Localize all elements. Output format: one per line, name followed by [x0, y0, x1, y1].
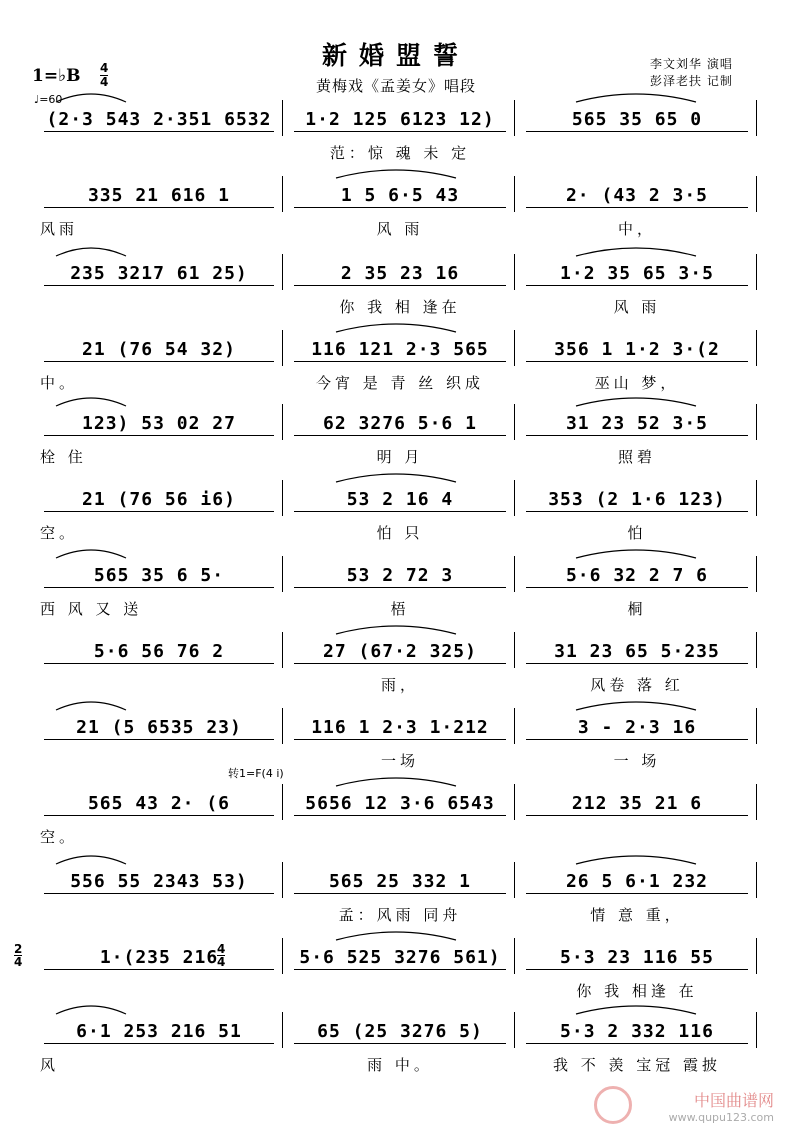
slur-mark [576, 702, 696, 710]
underline-beam [44, 969, 274, 970]
time-change-top: 2 [14, 942, 23, 956]
slur-layer [36, 386, 756, 408]
measure: 1·2 125 6123 12) [305, 108, 495, 130]
bar-line [756, 176, 757, 212]
measure: 565 43 2· (6 [87, 792, 231, 814]
measure: 565 25 332 1 [328, 870, 472, 892]
slur-layer [36, 614, 756, 636]
measure: 53 2 16 4 [346, 488, 454, 510]
lyrics-row [36, 1054, 756, 1076]
slur-layer [36, 844, 756, 866]
measure: 26 5 6·1 232 [565, 870, 709, 892]
slur-mark [576, 856, 696, 864]
measure: 31 23 65 5·235 [554, 640, 720, 662]
lyric-text: 雨， [380, 676, 419, 694]
lyric-text: 情 意 重， [590, 906, 684, 924]
bar-line [282, 176, 283, 212]
bar-line [282, 100, 283, 136]
measure: (2·3 543 2·351 6532 [46, 108, 272, 130]
underline-beam [294, 285, 506, 286]
bar-line [756, 938, 757, 974]
notes-row [36, 484, 756, 514]
slur-mark [336, 626, 456, 634]
underline-beam [526, 815, 748, 816]
watermark-url: www.qupu123.com [668, 1111, 774, 1124]
bar-line [514, 176, 515, 212]
lyric-text: 孟：风雨 同舟 [338, 906, 462, 924]
time-signature-top: 4 [100, 61, 109, 75]
slur-layer [36, 462, 756, 484]
lyric-text: 风 [40, 1056, 60, 1074]
slur-mark [56, 702, 126, 710]
bar-line [282, 254, 283, 290]
underline-beam [294, 663, 506, 664]
notes-row [36, 408, 756, 438]
bar-line [282, 556, 283, 592]
underline-beam [526, 893, 748, 894]
measure: 21 (76 54 32) [82, 338, 236, 360]
bar-line [514, 708, 515, 744]
lyric-text: 风卷 落 红 [590, 676, 684, 694]
measure: 353 (2 1·6 123) [548, 488, 726, 510]
slur-layer [36, 158, 756, 180]
bar-line [756, 556, 757, 592]
lyric-text: 范：惊 魂 未 定 [329, 144, 471, 162]
bar-line [756, 330, 757, 366]
lyric-text: 栓 住 [40, 448, 87, 466]
time-change-top: 4 [217, 942, 226, 956]
underline-beam [526, 511, 748, 512]
lyric-text: 今宵 是 青 丝 织成 [315, 374, 485, 392]
underline-beam [526, 285, 748, 286]
lyric-text: 风 雨 [613, 298, 661, 316]
notes-row [36, 712, 756, 742]
slur-layer [36, 236, 756, 258]
bar-line [282, 480, 283, 516]
underline-beam [294, 361, 506, 362]
underline-beam [294, 207, 506, 208]
notes-row [36, 104, 756, 134]
measure: 5·3 2 332 116 [560, 1020, 714, 1042]
measure: 27 (67·2 325) [323, 640, 477, 662]
underline-beam [526, 435, 748, 436]
slur-layer [36, 920, 756, 942]
underline-beam [294, 1043, 506, 1044]
bar-line [514, 330, 515, 366]
slur-mark [56, 1006, 126, 1014]
slur-mark [576, 248, 696, 256]
underline-beam [294, 587, 506, 588]
measure: 5·6 525 3276 561) [299, 946, 501, 968]
underline-beam [294, 739, 506, 740]
bar-line [282, 862, 283, 898]
underline-beam [526, 131, 748, 132]
lyric-text: 明 月 [376, 448, 424, 466]
lyric-text: 风 雨 [376, 220, 424, 238]
key-signature: 1=♭B [32, 66, 81, 86]
measure: 5·3 23 116 55 [560, 946, 714, 968]
lyric-text: 桐 [627, 600, 647, 618]
bar-line [514, 404, 515, 440]
slur-mark [336, 778, 456, 786]
underline-beam [44, 131, 274, 132]
slur-mark [56, 94, 126, 102]
notes-row [36, 942, 756, 972]
bar-line [756, 1012, 757, 1048]
slur-mark [576, 1006, 696, 1014]
time-signature-bottom: 4 [100, 75, 109, 89]
time-change-2-4 [14, 943, 22, 968]
measure: 1 5 6·5 43 [340, 184, 460, 206]
measure: 565 35 65 0 [571, 108, 703, 130]
slur-mark [576, 398, 696, 406]
song-subtitle: 黄梅戏《孟姜女》唱段 [315, 77, 476, 95]
underline-beam [44, 285, 274, 286]
watermark-logo [594, 1086, 632, 1124]
time-change-4-4 [217, 943, 225, 968]
underline-beam [294, 893, 506, 894]
bar-line [514, 862, 515, 898]
bar-line [514, 784, 515, 820]
slur-layer [36, 82, 756, 104]
measure: 2 35 23 16 [340, 262, 460, 284]
notes-row [36, 258, 756, 288]
song-title: 新婚盟誓 [321, 41, 470, 70]
bar-line [756, 862, 757, 898]
slur-mark [576, 550, 696, 558]
measure: 1·2 35 65 3·5 [560, 262, 714, 284]
measure: 356 1 1·2 3·(2 [554, 338, 720, 360]
slur-mark [336, 324, 456, 332]
slur-mark [56, 398, 126, 406]
bar-line [514, 100, 515, 136]
watermark-brand: 中国曲谱网 [693, 1091, 774, 1110]
measure: 62 3276 5·6 1 [323, 412, 477, 434]
underline-beam [526, 969, 748, 970]
notes-row [36, 1016, 756, 1046]
lyric-text: 照碧 [617, 448, 656, 466]
slur-layer [36, 538, 756, 560]
lyric-text: 梧 [390, 600, 410, 618]
lyric-text: 中， [617, 220, 656, 238]
notes-row [36, 180, 756, 210]
lyric-text: 一 场 [613, 752, 661, 770]
credit-singers: 李文刘华 演唱 [650, 57, 733, 71]
underline-beam [44, 435, 274, 436]
measure: 123) 53 02 27 [82, 412, 236, 434]
bar-line [756, 254, 757, 290]
slur-mark [336, 932, 456, 940]
underline-beam [294, 435, 506, 436]
underline-beam [44, 511, 274, 512]
bar-line [756, 100, 757, 136]
bar-line [514, 938, 515, 974]
measure: 21 (5 6535 23) [76, 716, 242, 738]
lyric-text: 空。 [40, 524, 79, 542]
bar-line [282, 784, 283, 820]
lyric-text: 怕 只 [376, 524, 424, 542]
slur-layer [36, 994, 756, 1016]
underline-beam [44, 893, 274, 894]
bar-line [514, 480, 515, 516]
watermark [669, 1088, 774, 1124]
bar-line [756, 404, 757, 440]
slur-layer [36, 766, 756, 788]
underline-beam [526, 739, 748, 740]
bar-line [756, 632, 757, 668]
bar-line [514, 1012, 515, 1048]
underline-beam [526, 1043, 748, 1044]
time-change-bottom: 4 [14, 955, 23, 969]
bar-line [514, 254, 515, 290]
bar-line [756, 480, 757, 516]
bar-line [514, 632, 515, 668]
underline-beam [526, 361, 748, 362]
measure: 21 (76 56 i6) [82, 488, 236, 510]
bar-line [282, 632, 283, 668]
slur-mark [576, 94, 696, 102]
underline-beam [44, 361, 274, 362]
notes-row [36, 560, 756, 590]
lyric-text: 我 不 羡 宝冠 霞披 [552, 1056, 722, 1074]
notes-row [36, 866, 756, 896]
time-change-bottom: 4 [217, 955, 226, 969]
underline-beam [44, 1043, 274, 1044]
measure: 116 121 2·3 565 [311, 338, 489, 360]
underline-beam [44, 739, 274, 740]
lyric-text: 你 我 相 逢在 [339, 298, 461, 316]
underline-beam [526, 587, 748, 588]
underline-beam [294, 969, 506, 970]
lyric-text: 怕 [627, 524, 647, 542]
measure: 53 2 72 3 [346, 564, 454, 586]
slur-mark [336, 474, 456, 482]
measure: 556 55 2343 53) [70, 870, 248, 892]
lyric-text: 风雨 [40, 220, 79, 238]
slur-mark [56, 550, 126, 558]
underline-beam [294, 815, 506, 816]
measure: 2· (43 2 3·5 [565, 184, 709, 206]
modulation-mark: 转1=F(4 i) [228, 767, 284, 780]
underline-beam [44, 587, 274, 588]
lyric-text: 西 风 又 送 [40, 600, 143, 618]
tempo-mark: ♩=60 [34, 93, 63, 106]
slur-mark [56, 248, 126, 256]
bar-line [514, 556, 515, 592]
lyric-text: 你 我 相逢 在 [576, 982, 698, 1000]
notes-row [36, 334, 756, 364]
measure: 212 35 21 6 [571, 792, 703, 814]
lyric-text: 雨 中。 [367, 1056, 433, 1074]
bar-line [282, 938, 283, 974]
notes-row [36, 788, 756, 818]
bar-line [282, 330, 283, 366]
measure: 5·6 56 76 2 [93, 640, 225, 662]
measure: 235 3217 61 25) [70, 262, 248, 284]
underline-beam [294, 511, 506, 512]
measure: 5·6 32 2 7 6 [565, 564, 709, 586]
lyric-text: 中。 [40, 374, 79, 392]
bar-line [282, 404, 283, 440]
bar-line [756, 784, 757, 820]
lyric-text: 一场 [380, 752, 419, 770]
slur-mark [56, 856, 126, 864]
bar-line [756, 708, 757, 744]
measure: 565 35 6 5· [93, 564, 225, 586]
slur-layer [36, 312, 756, 334]
notes-row [36, 636, 756, 666]
measure: 3 - 2·3 16 [577, 716, 697, 738]
slur-mark [336, 170, 456, 178]
underline-beam [526, 207, 748, 208]
measure: 335 21 616 1 [87, 184, 231, 206]
slur-layer [36, 690, 756, 712]
underline-beam [294, 131, 506, 132]
underline-beam [44, 815, 274, 816]
underline-beam [526, 663, 748, 664]
bar-line [282, 1012, 283, 1048]
lyric-text: 空。 [40, 828, 79, 846]
measure: 31 23 52 3·5 [565, 412, 709, 434]
measure: 5656 12 3·6 6543 [305, 792, 495, 814]
measure: 1·(235 216 [99, 946, 219, 968]
underline-beam [44, 663, 274, 664]
credit-notation: 彭泽老扶 记制 [650, 74, 733, 88]
measure: 65 (25 3276 5) [317, 1020, 483, 1042]
measure: 6·1 253 216 51 [76, 1020, 242, 1042]
underline-beam [44, 207, 274, 208]
lyric-text: 巫山 梦， [594, 374, 680, 392]
bar-line [282, 708, 283, 744]
measure: 116 1 2·3 1·212 [311, 716, 489, 738]
